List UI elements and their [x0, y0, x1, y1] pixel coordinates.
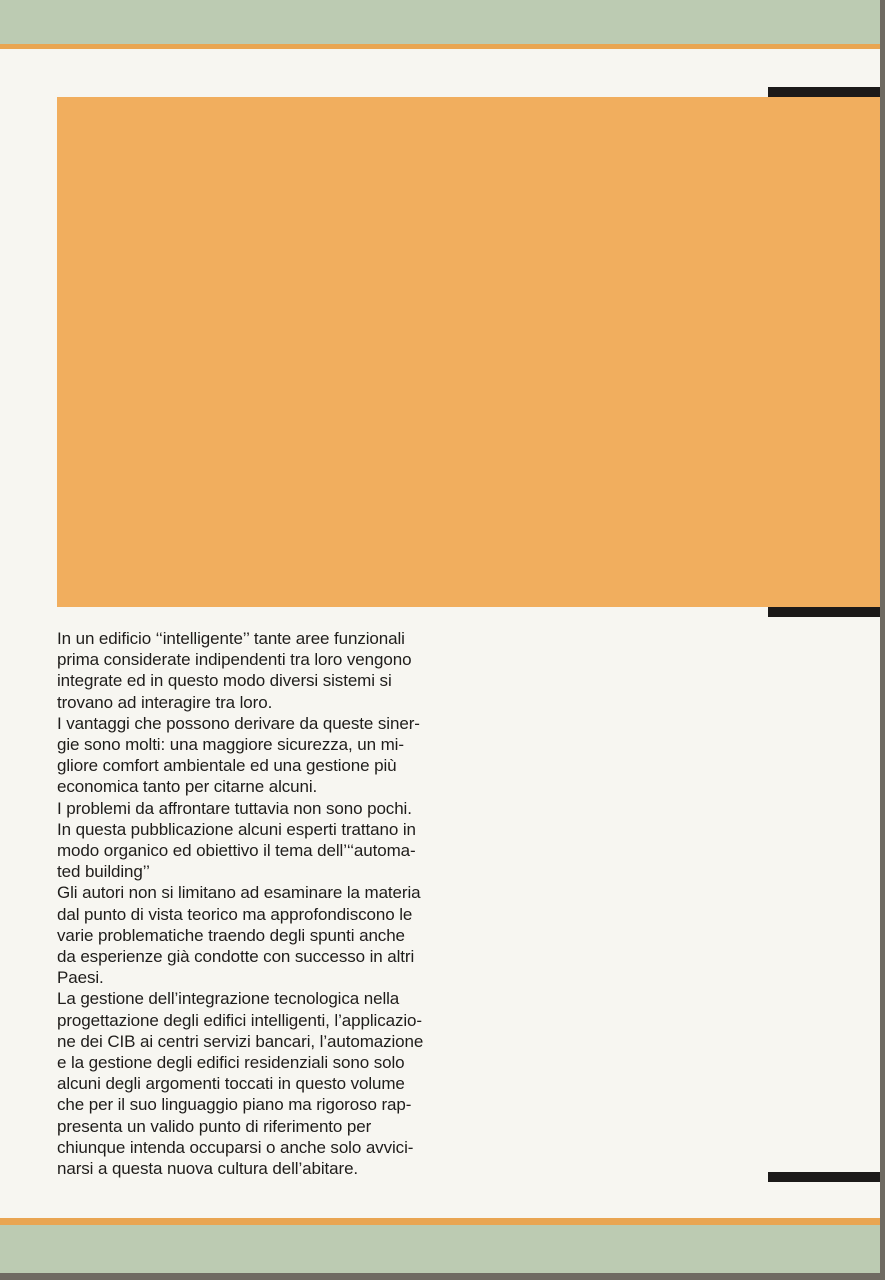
black-tab-middle — [768, 607, 880, 617]
black-tab-bottom — [768, 1172, 880, 1182]
bottom-green-band — [0, 1225, 880, 1273]
orange-panel — [57, 97, 880, 607]
top-orange-stripe — [0, 44, 880, 49]
top-green-band — [0, 0, 880, 44]
black-tab-top — [768, 87, 880, 97]
bottom-orange-stripe — [0, 1218, 880, 1225]
scan-right-edge — [880, 0, 885, 1280]
back-cover-blurb: In un edificio ‘‘intelligente’’ tante aree funzionali prima considerate indipendenti tra loro vengono integrate ed in questo modo diversi sistemi si trovano ad interagire tra loro. I vantaggi che possono derivare da queste siner- gie sono molti: una maggiore sicurezza, un mi- gliore comfort ambientale ed una gestione più economica tanto per citarne alcuni. I problemi da affrontare tuttavia non sono pochi. In questa pubblicazione alcuni esperti trattano in modo organico ed obiettivo il tema dell’‘‘automa- ted building’’ Gli autori non si limitano ad esaminare la materia dal punto di vista teorico ma approfondiscono le varie problematiche traendo degli spunti anche da esperienze già condotte con successo in altri Paesi. La gestione dell’integrazione tecnologica nella progettazione degli edifici intelligenti, l’applicazio- ne dei CIB ai centri servizi bancari, l’automazione e la gestione degli edifici residenziali sono solo alcuni degli argomenti toccati in questo volume che per il suo linguaggio piano ma rigoroso rap- presenta un valido punto di riferimento per chiunque intenda occuparsi o anche solo avvici- narsi a questa nuova cultura dell’abitare. — [57, 629, 424, 1179]
scan-bottom-edge — [0, 1273, 885, 1280]
